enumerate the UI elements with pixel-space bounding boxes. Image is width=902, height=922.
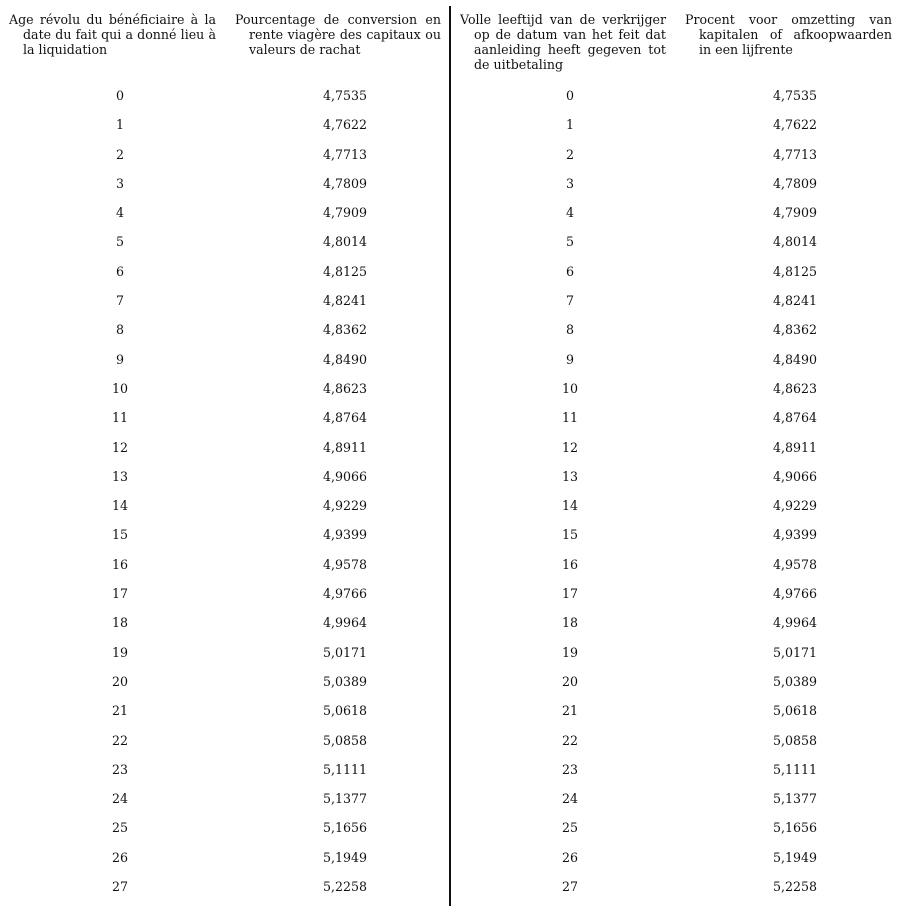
- percentage-cell: 5,0858: [772, 732, 818, 748]
- percentage-cell: 5,0858: [322, 732, 368, 748]
- percentage-cell: 4,7622: [772, 117, 818, 133]
- percentage-cell: 4,8125: [322, 263, 368, 279]
- percentage-cell: 5,0171: [772, 644, 818, 660]
- percentage-cell: 5,1377: [772, 791, 818, 807]
- percentage-cell: 5,2258: [772, 879, 818, 895]
- french-table: [0, 0, 449, 922]
- age-cell: 21: [111, 703, 129, 719]
- table-row: [0, 584, 449, 613]
- percentage-cell: 4,7535: [772, 88, 818, 103]
- table-row: [452, 672, 902, 701]
- percentage-cell: 4,8125: [772, 263, 818, 279]
- header-percentage-fr: Pourcentage de conversion en rente viagère des capitaux ou valeurs de rachat: [235, 12, 441, 57]
- percentage-cell: 4,7909: [772, 205, 818, 221]
- age-cell: 12: [111, 439, 129, 455]
- percentage-cell: 4,8911: [772, 439, 818, 455]
- percentage-cell: 4,9066: [322, 468, 368, 484]
- percentage-cell: 4,8241: [772, 293, 818, 309]
- percentage-cell: 4,7809: [772, 175, 818, 191]
- age-cell: 25: [561, 820, 579, 836]
- age-cell: 21: [561, 703, 579, 719]
- age-cell: 4: [565, 205, 574, 221]
- table-row: [452, 760, 902, 789]
- age-cell: 22: [561, 732, 579, 748]
- percentage-cell: 4,8764: [322, 410, 368, 426]
- age-cell: 1: [115, 117, 124, 133]
- table-row: [0, 291, 449, 320]
- table-row: [452, 643, 902, 672]
- age-cell: 8: [565, 322, 574, 338]
- table-row: [452, 86, 902, 115]
- table-row: [0, 613, 449, 642]
- age-cell: 26: [111, 849, 129, 865]
- table-row: [0, 232, 449, 261]
- table-body-fr: [0, 86, 449, 906]
- age-cell: 27: [561, 879, 579, 895]
- percentage-cell: 4,8764: [772, 410, 818, 426]
- percentage-cell: 4,9066: [772, 468, 818, 484]
- table-row: [452, 496, 902, 525]
- table-row: [0, 320, 449, 349]
- table-row: [0, 86, 449, 115]
- table-row: [0, 643, 449, 672]
- percentage-cell: 4,7713: [772, 146, 818, 162]
- percentage-cell: 4,8490: [772, 351, 818, 367]
- table-row: [0, 467, 449, 496]
- age-cell: 4: [115, 205, 124, 221]
- age-cell: 9: [565, 351, 574, 367]
- age-cell: 0: [565, 88, 574, 103]
- percentage-cell: 4,9229: [772, 498, 818, 514]
- table-row: [452, 203, 902, 232]
- percentage-cell: 4,8623: [322, 380, 368, 396]
- age-cell: 6: [565, 263, 574, 279]
- percentage-cell: 4,7622: [322, 117, 368, 133]
- table-row: [0, 203, 449, 232]
- table-row: [452, 174, 902, 203]
- percentage-cell: 5,0389: [322, 673, 368, 689]
- age-cell: 5: [115, 234, 124, 250]
- age-cell: 3: [565, 175, 574, 191]
- table-row: [0, 525, 449, 554]
- age-cell: 15: [561, 527, 579, 543]
- age-cell: 14: [561, 498, 579, 514]
- age-cell: 0: [115, 88, 124, 103]
- table-row: [452, 818, 902, 847]
- percentage-cell: 5,1656: [322, 820, 368, 836]
- percentage-cell: 5,1111: [772, 761, 818, 777]
- percentage-cell: 4,9229: [322, 498, 368, 514]
- age-cell: 18: [111, 615, 129, 631]
- header-age-fr: Age révolu du bénéficiaire à la date du fait qui a donné lieu à la liquidation: [9, 12, 216, 57]
- percentage-cell: 4,8490: [322, 351, 368, 367]
- table-row: [0, 496, 449, 525]
- table-row: [0, 818, 449, 847]
- table-row: [0, 438, 449, 467]
- table-row: [452, 408, 902, 437]
- percentage-cell: 5,0171: [322, 644, 368, 660]
- table-body-nl: [452, 86, 902, 906]
- table-row: [452, 438, 902, 467]
- table-row: [452, 115, 902, 144]
- header-percentage-nl: Procent voor omzetting van kapitalen of afkoopwaarden in een lijfrente: [685, 12, 892, 57]
- age-cell: 19: [561, 644, 579, 660]
- age-cell: 19: [111, 644, 129, 660]
- dutch-table: [452, 0, 902, 922]
- age-cell: 27: [111, 879, 129, 895]
- percentage-cell: 5,0618: [322, 703, 368, 719]
- age-cell: 22: [111, 732, 129, 748]
- table-row: [0, 701, 449, 730]
- age-cell: 9: [115, 351, 124, 367]
- table-row: [0, 408, 449, 437]
- age-cell: 2: [115, 146, 124, 162]
- age-cell: 7: [565, 293, 574, 309]
- percentage-cell: 4,7535: [322, 88, 368, 103]
- table-row: [452, 584, 902, 613]
- age-cell: 2: [565, 146, 574, 162]
- age-cell: 13: [111, 468, 129, 484]
- age-cell: 1: [565, 117, 574, 133]
- percentage-cell: 4,7809: [322, 175, 368, 191]
- age-cell: 23: [561, 761, 579, 777]
- percentage-cell: 4,9766: [772, 586, 818, 602]
- age-cell: 20: [111, 673, 129, 689]
- table-row: [452, 467, 902, 496]
- age-cell: 17: [561, 586, 579, 602]
- percentage-cell: 4,8014: [772, 234, 818, 250]
- age-cell: 23: [111, 761, 129, 777]
- table-row: [452, 350, 902, 379]
- table-row: [452, 789, 902, 818]
- age-cell: 14: [111, 498, 129, 514]
- percentage-cell: 4,9399: [772, 527, 818, 543]
- age-cell: 25: [111, 820, 129, 836]
- table-row: [452, 701, 902, 730]
- percentage-cell: 4,7909: [322, 205, 368, 221]
- age-cell: 10: [111, 380, 129, 396]
- percentage-cell: 4,7713: [322, 146, 368, 162]
- percentage-cell: 5,1377: [322, 791, 368, 807]
- age-cell: 18: [561, 615, 579, 631]
- table-row: [452, 731, 902, 760]
- table-row: [452, 613, 902, 642]
- percentage-cell: 4,8623: [772, 380, 818, 396]
- age-cell: 20: [561, 673, 579, 689]
- percentage-cell: 4,9578: [322, 556, 368, 572]
- percentage-cell: 4,8014: [322, 234, 368, 250]
- table-row: [0, 350, 449, 379]
- table-row: [0, 731, 449, 760]
- age-cell: 26: [561, 849, 579, 865]
- percentage-cell: 5,2258: [322, 879, 368, 895]
- percentage-cell: 4,8362: [322, 322, 368, 338]
- age-cell: 8: [115, 322, 124, 338]
- percentage-cell: 4,8241: [322, 293, 368, 309]
- table-row: [452, 877, 902, 906]
- percentage-cell: 4,8362: [772, 322, 818, 338]
- table-row: [452, 555, 902, 584]
- age-cell: 13: [561, 468, 579, 484]
- table-row: [452, 320, 902, 349]
- percentage-cell: 4,9399: [322, 527, 368, 543]
- table-row: [0, 672, 449, 701]
- percentage-cell: 4,9964: [772, 615, 818, 631]
- table-row: [452, 291, 902, 320]
- table-row: [452, 525, 902, 554]
- table-row: [0, 379, 449, 408]
- age-cell: 12: [561, 439, 579, 455]
- table-row: [452, 379, 902, 408]
- percentage-cell: 5,0618: [772, 703, 818, 719]
- table-row: [0, 848, 449, 877]
- percentage-cell: 5,1111: [322, 761, 368, 777]
- column-divider: [449, 6, 451, 906]
- age-cell: 5: [565, 234, 574, 250]
- table-row: [0, 760, 449, 789]
- table-row: [0, 262, 449, 291]
- table-row: [0, 877, 449, 906]
- age-cell: 24: [111, 791, 129, 807]
- age-cell: 10: [561, 380, 579, 396]
- table-row: [0, 555, 449, 584]
- table-row: [452, 848, 902, 877]
- age-cell: 7: [115, 293, 124, 309]
- table-row: [0, 145, 449, 174]
- percentage-cell: 4,9766: [322, 586, 368, 602]
- table-row: [452, 145, 902, 174]
- age-cell: 16: [561, 556, 579, 572]
- table-row: [452, 232, 902, 261]
- table-row: [452, 262, 902, 291]
- age-cell: 6: [115, 263, 124, 279]
- age-cell: 24: [561, 791, 579, 807]
- percentage-cell: 5,1949: [322, 849, 368, 865]
- percentage-cell: 4,9964: [322, 615, 368, 631]
- age-cell: 3: [115, 175, 124, 191]
- header-age-nl: Volle leeftijd van de verkrijger op de datum van het feit dat aanleiding heeft gegeven tot de uitbetaling: [460, 12, 666, 72]
- age-cell: 11: [111, 410, 129, 426]
- percentage-cell: 5,1656: [772, 820, 818, 836]
- percentage-cell: 5,0389: [772, 673, 818, 689]
- age-cell: 16: [111, 556, 129, 572]
- age-cell: 17: [111, 586, 129, 602]
- table-row: [0, 115, 449, 144]
- percentage-cell: 4,9578: [772, 556, 818, 572]
- age-cell: 15: [111, 527, 129, 543]
- percentage-cell: 5,1949: [772, 849, 818, 865]
- table-row: [0, 174, 449, 203]
- age-cell: 11: [561, 410, 579, 426]
- percentage-cell: 4,8911: [322, 439, 368, 455]
- table-row: [0, 789, 449, 818]
